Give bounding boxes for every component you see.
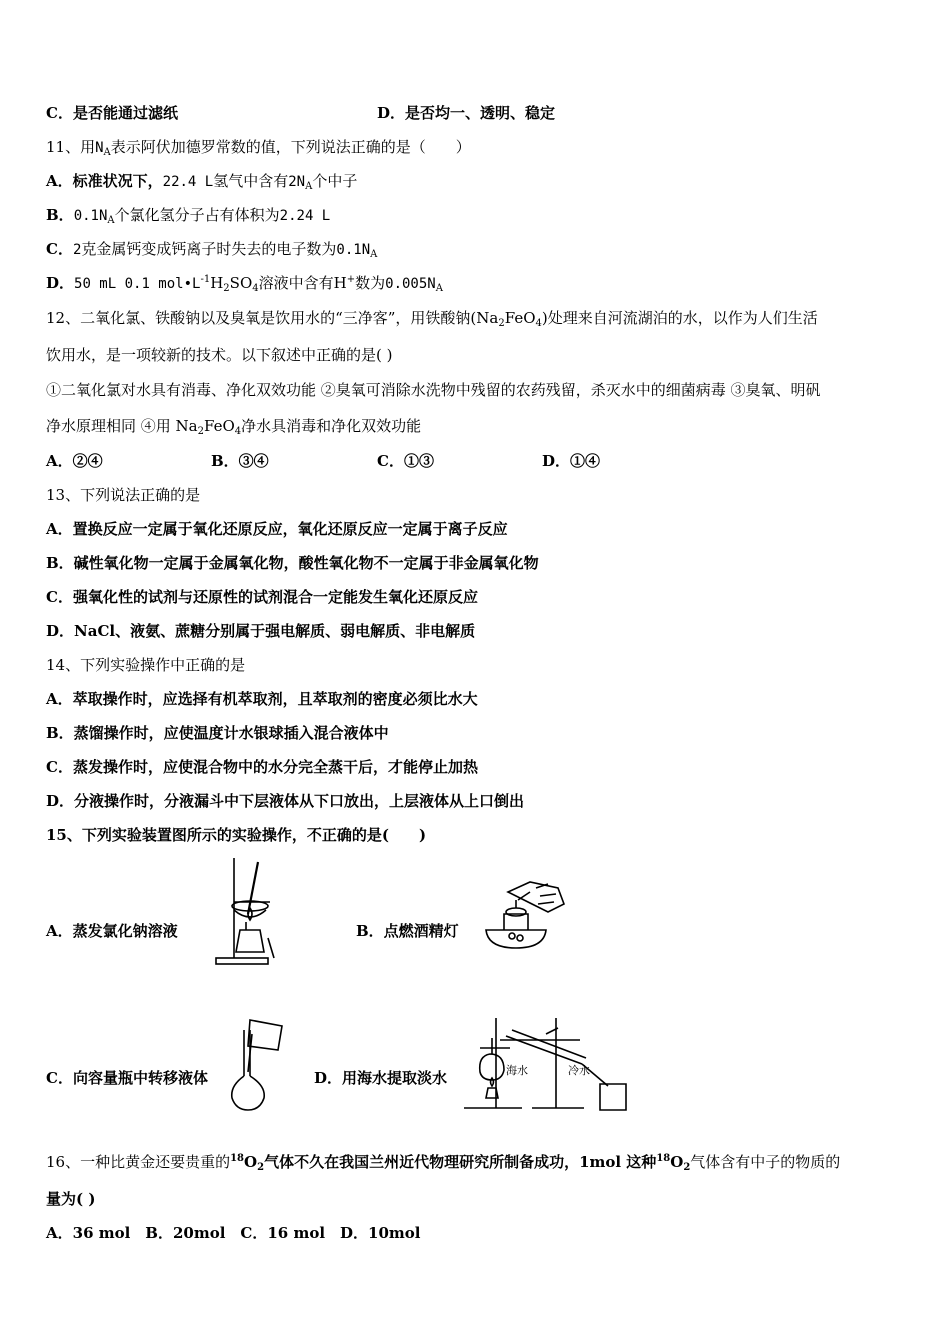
q15-option-c: C．向容量瓶中转移液体 <box>46 1069 208 1087</box>
volumetric-flask-figure <box>228 1016 292 1112</box>
q11-option-b: B．$0.1N_A$个氯化氢分子占有体积为2.24 L <box>46 206 331 226</box>
q16-stem-line-1: 16、一种比黄金还要贵重的$^{18}O_2$气体不久在我国兰州近代物理研究所制备成功，1mol 这种$^{18}O_2$气体含有中子的物质的 <box>46 1153 841 1173</box>
label-seawater: 海水 <box>506 1064 528 1077</box>
q11-option-c: C．2克金属钙变成钙离子时失去的电子数为$0.1N_A$ <box>46 240 378 260</box>
q10-option-d: D．是否均一、透明、稳定 <box>377 104 556 122</box>
q12-option-a: A．②④ <box>46 452 103 470</box>
q14-option-d: D．分液操作时，分液漏斗中下层液体从下口放出，上层液体从上口倒出 <box>46 792 525 810</box>
q12-stem-line-1: 12、二氧化氯、铁酸钠以及臭氧是饮用水的“三净客”，用铁酸钠$(Na_2FeO_4)$处理来自河流湖泊的水，以作为人们生活 <box>46 309 818 329</box>
q11-option-d: D．50 mL 0.1 $mol•L^{-1}H_2SO_4$溶液中含有H+数为$0.005N_A$ <box>46 274 443 294</box>
q15-option-d: D．用海水提取淡水 <box>314 1069 448 1087</box>
q16-options: A．36 mol B．20mol C．16 mol D．10mol <box>46 1224 421 1242</box>
q16-stem-line-2: 量为( ) <box>46 1190 96 1208</box>
q11-stem: 11、用$N_A$表示阿伏加德罗常数的值，下列说法正确的是（ ） <box>46 138 471 158</box>
q12-statements-line-2: 净水原理相同 ④用 $Na_2FeO_4$净水具消毒和净化双效功能 <box>46 417 422 437</box>
q12-stem-line-2: 饮用水，是一项较新的技术。以下叙述中正确的是( ) <box>46 346 393 364</box>
q13-option-d: D．NaCl、液氨、蔗糖分别属于强电解质、弱电解质、非电解质 <box>46 622 476 640</box>
q15-stem: 15、下列实验装置图所示的实验操作，不正确的是( ) <box>46 826 427 844</box>
q12-option-b: B．③④ <box>211 452 269 470</box>
q15-option-b: B．点燃酒精灯 <box>356 922 459 940</box>
q13-option-a: A．置换反应一定属于氧化还原反应，氧化还原反应一定属于离子反应 <box>46 520 508 538</box>
q14-option-a: A．萃取操作时，应选择有机萃取剂，且萃取剂的密度必须比水大 <box>46 690 478 708</box>
distillation-apparatus-figure <box>460 1014 638 1114</box>
q13-option-c: C．强氧化性的试剂与还原性的试剂混合一定能发生氧化还原反应 <box>46 588 478 606</box>
alcohol-lamp-figure <box>478 878 568 952</box>
label-cold-water: 冷水 <box>568 1064 590 1077</box>
q11-option-a: A．标准状况下，22.4 L氢气中含有$2N_A$个中子 <box>46 172 358 192</box>
q14-option-c: C．蒸发操作时，应使混合物中的水分完全蒸干后，才能停止加热 <box>46 758 478 776</box>
q15-option-a: A．蒸发氯化钠溶液 <box>46 922 178 940</box>
q10-option-c: C．是否能通过滤纸 <box>46 104 178 122</box>
q13-stem: 13、下列说法正确的是 <box>46 486 201 504</box>
evaporation-apparatus-figure <box>208 854 298 968</box>
q14-option-b: B．蒸馏操作时，应使温度计水银球插入混合液体中 <box>46 724 389 742</box>
q14-stem: 14、下列实验操作中正确的是 <box>46 656 246 674</box>
q13-option-b: B．碱性氧化物一定属于金属氧化物，酸性氧化物不一定属于非金属氧化物 <box>46 554 539 572</box>
q12-statements-line-1: ①二氧化氯对水具有消毒、净化双效功能 ②臭氧可消除水洗物中残留的农药残留，杀灭水中的细菌病毒 ③臭氧、明矾 <box>46 381 821 399</box>
q12-option-d: D．①④ <box>542 452 601 470</box>
q12-option-c: C．①③ <box>377 452 434 470</box>
